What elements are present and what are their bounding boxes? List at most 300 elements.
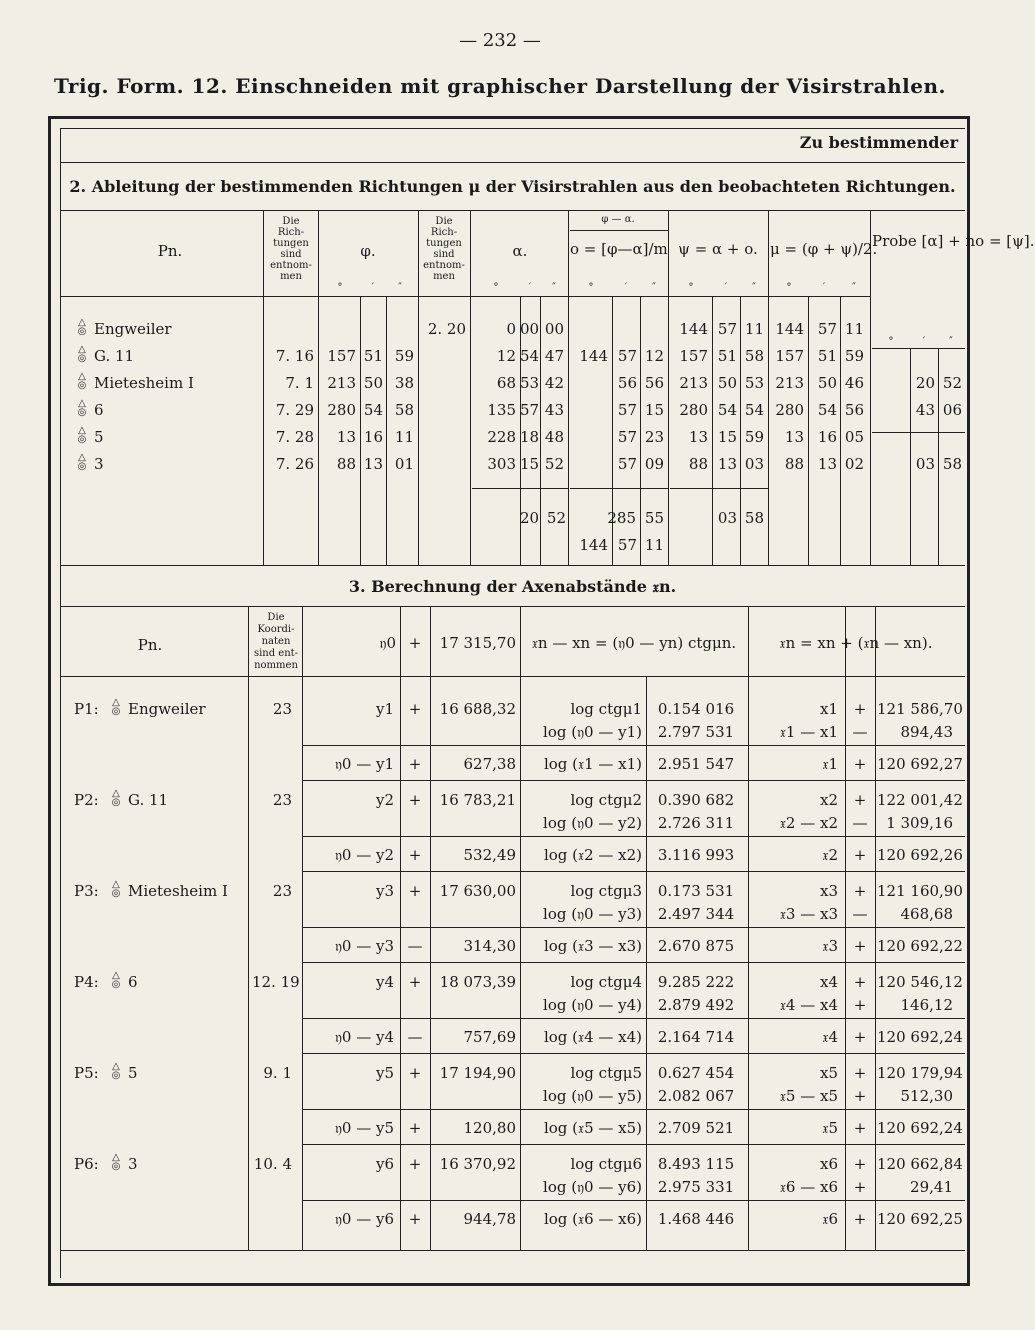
rule-line bbox=[60, 565, 965, 566]
log-ctg-value: 9.285 222 bbox=[657, 973, 735, 991]
log-diff-value: 2.879 492 bbox=[657, 996, 735, 1014]
section3-column-line bbox=[302, 606, 303, 1250]
result-sign: + bbox=[853, 1119, 867, 1137]
angle-minutes: 54 bbox=[717, 401, 737, 419]
trig-point-icon: △ ◎ bbox=[111, 697, 121, 717]
unit-minute: ′ bbox=[724, 282, 728, 293]
result-value: 120 692,22 bbox=[877, 937, 963, 955]
log-result-label: log (𝔵2 — x2) bbox=[543, 846, 642, 864]
log-result-value: 2.670 875 bbox=[657, 937, 735, 955]
diff-value: 314,30 bbox=[463, 937, 516, 955]
rule-line bbox=[60, 606, 965, 607]
result-sign: + bbox=[853, 1210, 867, 1228]
probe-unit-second: ″ bbox=[949, 336, 953, 347]
diff-label: 𝔶0 — y5 bbox=[334, 1119, 394, 1137]
log-ctg-value: 0.390 682 bbox=[657, 791, 735, 809]
angle-minutes: 00 bbox=[520, 320, 540, 338]
point-source: 23 bbox=[272, 791, 292, 809]
y-value: 17 630,00 bbox=[439, 882, 516, 900]
col-psi-label: ψ = α + o. bbox=[678, 240, 758, 258]
angle-minutes: 54 bbox=[520, 347, 540, 365]
rule-line bbox=[670, 488, 768, 489]
angle-degrees: 13 bbox=[688, 428, 708, 446]
angle-minutes: 54 bbox=[817, 401, 837, 419]
col-source2-label: entnom- bbox=[423, 260, 465, 271]
log-result-value: 3.116 993 bbox=[657, 846, 735, 864]
probe-value-sec: 58 bbox=[942, 455, 962, 473]
angle-minutes: 51 bbox=[717, 347, 737, 365]
angle-degrees: 280 bbox=[327, 401, 356, 419]
angle-degrees: 213 bbox=[327, 374, 356, 392]
trig-point-icon: △ ◎ bbox=[77, 452, 87, 472]
x-value: 121 160,90 bbox=[877, 882, 963, 900]
col-mu-label: μ = (φ + ψ)/2. bbox=[770, 240, 878, 258]
x-value: 122 001,42 bbox=[877, 791, 963, 809]
angle-degrees: 228 bbox=[487, 428, 516, 446]
angle-seconds: 09 bbox=[644, 455, 664, 473]
source-ref: 7. 1 bbox=[285, 374, 314, 392]
y-label: y1 bbox=[375, 700, 394, 718]
col-source-label: sind bbox=[280, 249, 302, 260]
diff-sign: + bbox=[408, 1210, 422, 1228]
section3-title: 3. Berechnung der Axenabstände 𝔵n. bbox=[348, 577, 677, 596]
log-ctg-label: log ctgμ5 bbox=[570, 1064, 642, 1082]
station-name: 5 bbox=[94, 428, 104, 446]
diff-sign: + bbox=[408, 755, 422, 773]
section3-column-line bbox=[430, 606, 431, 1250]
diff-sign: + bbox=[408, 846, 422, 864]
y-sign: + bbox=[408, 973, 422, 991]
log-ctg-label: log ctgμ4 bbox=[570, 973, 642, 991]
angle-seconds: 23 bbox=[644, 428, 664, 446]
x-sign: + bbox=[853, 700, 867, 718]
rule-line bbox=[302, 927, 965, 928]
unit-minute: ′ bbox=[528, 282, 532, 293]
angle-minutes: 51 bbox=[363, 347, 383, 365]
angle-seconds: 11 bbox=[844, 320, 864, 338]
source-ref: 7. 16 bbox=[275, 347, 314, 365]
col-source-label: Die bbox=[282, 216, 300, 227]
rule-line bbox=[302, 1144, 965, 1145]
result-value: 120 692,24 bbox=[877, 1119, 963, 1137]
angle-degrees: 144 bbox=[579, 347, 608, 365]
angle-seconds: 47 bbox=[544, 347, 564, 365]
angle-degrees: 144 bbox=[679, 320, 708, 338]
point-source: 9. 1 bbox=[263, 1064, 292, 1082]
point-name: Engweiler bbox=[128, 700, 206, 718]
point-source: 23 bbox=[272, 700, 292, 718]
angle-minutes: 57 bbox=[717, 320, 737, 338]
point-name: 5 bbox=[128, 1064, 138, 1082]
angle-minutes: 54 bbox=[363, 401, 383, 419]
result-sign: + bbox=[853, 755, 867, 773]
point-name: 3 bbox=[128, 1155, 138, 1173]
dx-value: 894,43 bbox=[900, 723, 953, 741]
angle-minutes: 13 bbox=[717, 455, 737, 473]
y-sign: + bbox=[408, 791, 422, 809]
angle-minutes: 16 bbox=[363, 428, 383, 446]
unit-second: ″ bbox=[652, 282, 656, 293]
x-label: x5 bbox=[819, 1064, 838, 1082]
angle-minutes: 57 bbox=[520, 401, 540, 419]
section2-title: 2. Ableitung der bestimmenden Richtungen μ der Visirstrahlen aus den beobachteten Richtungen. bbox=[69, 177, 956, 196]
section3-column-line bbox=[248, 606, 249, 1250]
result-sign: + bbox=[853, 937, 867, 955]
trig-point-icon: △ ◎ bbox=[77, 344, 87, 364]
diff-label: 𝔶0 — y2 bbox=[334, 846, 394, 864]
log-ctg-label: log ctgμ2 bbox=[570, 791, 642, 809]
log-ctg-value: 0.627 454 bbox=[657, 1064, 735, 1082]
rule-line bbox=[570, 488, 668, 489]
angle-degrees: 12 bbox=[496, 347, 516, 365]
angle-degrees: 157 bbox=[775, 347, 804, 365]
point-label: P3: bbox=[74, 882, 99, 900]
col-source-label: Rich- bbox=[277, 227, 305, 238]
angle-seconds: 52 bbox=[544, 455, 564, 473]
result-value: 120 692,27 bbox=[877, 755, 963, 773]
unit-degree: ° bbox=[786, 282, 792, 293]
diff-sign: — bbox=[407, 937, 423, 955]
col-source-label: entnom- bbox=[270, 260, 312, 271]
trig-point-icon: △ ◎ bbox=[111, 1152, 121, 1172]
angle-minutes: 53 bbox=[520, 374, 540, 392]
angle-degrees: 135 bbox=[487, 401, 516, 419]
log-result-value: 2.164 714 bbox=[657, 1028, 735, 1046]
source-ref: 7. 28 bbox=[275, 428, 314, 446]
sum-psi-minutes: 03 bbox=[717, 509, 737, 527]
diff-label: 𝔶0 — y4 bbox=[334, 1028, 394, 1046]
angle-seconds: 48 bbox=[544, 428, 564, 446]
y-value: 18 073,39 bbox=[439, 973, 516, 991]
angle-degrees: 303 bbox=[487, 455, 516, 473]
angle-seconds: 02 bbox=[844, 455, 864, 473]
angle-seconds: 46 bbox=[844, 374, 864, 392]
x-sign: + bbox=[853, 1155, 867, 1173]
rule-line bbox=[302, 745, 965, 746]
x-label: x1 bbox=[819, 700, 838, 718]
angle-degrees: 68 bbox=[496, 374, 516, 392]
rule-line bbox=[872, 348, 965, 349]
dx-sign: + bbox=[853, 996, 867, 1014]
rule-line bbox=[302, 1018, 965, 1019]
angle-seconds: 56 bbox=[844, 401, 864, 419]
angle-minutes: 16 bbox=[817, 428, 837, 446]
unit-second: ″ bbox=[752, 282, 756, 293]
y-sign: + bbox=[408, 1155, 422, 1173]
rule-line bbox=[302, 1109, 965, 1110]
result-label: 𝔵2 bbox=[822, 846, 838, 864]
point-name: G. 11 bbox=[128, 791, 169, 809]
log-diff-value: 2.497 344 bbox=[657, 905, 735, 923]
col-alpha-label: α. bbox=[512, 242, 528, 260]
probe-value-sec: 52 bbox=[942, 374, 962, 392]
section2-column-line bbox=[418, 210, 419, 565]
col3-y0-value: 17 315,70 bbox=[439, 634, 516, 652]
log-result-value: 1.468 446 bbox=[657, 1210, 735, 1228]
log-diff-value: 2.975 331 bbox=[657, 1178, 735, 1196]
trig-point-icon: △ ◎ bbox=[111, 970, 121, 990]
rule-line bbox=[872, 432, 965, 433]
col3-source-label: naten bbox=[261, 636, 291, 647]
point-name: Mietesheim I bbox=[128, 882, 228, 900]
col3-pn-label: Pn. bbox=[137, 636, 163, 654]
rule-line bbox=[302, 836, 965, 837]
angle-minutes: 56 bbox=[617, 374, 637, 392]
log-ctg-value: 0.154 016 bbox=[657, 700, 735, 718]
rule-line bbox=[60, 210, 965, 211]
col3-formula1: 𝔵n — xn = (𝔶0 — yn) ctgμn. bbox=[531, 634, 737, 652]
x-sign: + bbox=[853, 791, 867, 809]
col3-y0-sign: + bbox=[408, 634, 422, 652]
angle-degrees: 88 bbox=[688, 455, 708, 473]
trig-point-icon: △ ◎ bbox=[111, 788, 121, 808]
log-ctg-value: 0.173 531 bbox=[657, 882, 735, 900]
log-ctg-label: log ctgμ6 bbox=[570, 1155, 642, 1173]
x-label: x4 bbox=[819, 973, 838, 991]
unit-minute: ′ bbox=[624, 282, 628, 293]
angle-minutes: 18 bbox=[520, 428, 540, 446]
angle-seconds: 00 bbox=[544, 320, 564, 338]
y-label: y4 bbox=[375, 973, 394, 991]
source-ref: 7. 26 bbox=[275, 455, 314, 473]
angle-seconds: 53 bbox=[744, 374, 764, 392]
section3-column-line bbox=[875, 606, 876, 1250]
result-label: 𝔵1 bbox=[822, 755, 838, 773]
probe-value-min: 03 bbox=[915, 455, 935, 473]
dx-label: 𝔵5 — x5 bbox=[779, 1087, 838, 1105]
diff-value: 944,78 bbox=[463, 1210, 516, 1228]
angle-seconds: 43 bbox=[544, 401, 564, 419]
result-value: 120 692,24 bbox=[877, 1028, 963, 1046]
angle-degrees: 157 bbox=[679, 347, 708, 365]
col3-source-label: nommen bbox=[254, 660, 298, 671]
sum-alpha-minutes: 20 bbox=[520, 509, 540, 527]
col-o-label: o = [φ—α]/m bbox=[570, 240, 668, 258]
source-ref: 7. 29 bbox=[275, 401, 314, 419]
log-diff-label: log (𝔶0 — y3) bbox=[543, 905, 642, 923]
angle-degrees: 280 bbox=[679, 401, 708, 419]
angle-minutes: 15 bbox=[717, 428, 737, 446]
col-probe-label: Probe [α] + no = [ψ]. bbox=[872, 232, 1035, 250]
unit-second: ″ bbox=[552, 282, 556, 293]
col-source2-label: men bbox=[433, 271, 455, 282]
diff-sign: + bbox=[408, 1119, 422, 1137]
probe-value-min: 43 bbox=[915, 401, 935, 419]
probe-value-sec: 06 bbox=[942, 401, 962, 419]
angle-seconds: 38 bbox=[394, 374, 414, 392]
angle-degrees: 88 bbox=[336, 455, 356, 473]
log-diff-label: log (𝔶0 — y2) bbox=[543, 814, 642, 832]
unit-degree: ° bbox=[337, 282, 343, 293]
sum-o-minutes: 55 bbox=[644, 509, 664, 527]
angle-minutes: 57 bbox=[617, 347, 637, 365]
angle-seconds: 58 bbox=[394, 401, 414, 419]
probe-value-min: 20 bbox=[915, 374, 935, 392]
angle-minutes: 13 bbox=[817, 455, 837, 473]
header-right-label: Zu bestimmender bbox=[799, 133, 958, 152]
col3-formula2: 𝔵n = xn + (𝔵n — xn). bbox=[779, 634, 933, 652]
station-name: Engweiler bbox=[94, 320, 172, 338]
sum-o2-seconds: 11 bbox=[644, 536, 664, 554]
col-source-label: tungen bbox=[273, 238, 309, 249]
log-result-value: 2.709 521 bbox=[657, 1119, 735, 1137]
log-diff-label: log (𝔶0 — y5) bbox=[543, 1087, 642, 1105]
log-result-label: log (𝔵1 — x1) bbox=[543, 755, 642, 773]
y-label: y3 bbox=[375, 882, 394, 900]
col-source2-label: Rich- bbox=[430, 227, 458, 238]
x-label: x3 bbox=[819, 882, 838, 900]
section3-column-line bbox=[520, 606, 521, 1250]
angle-seconds: 01 bbox=[394, 455, 414, 473]
station-name: 6 bbox=[94, 401, 104, 419]
x-value: 121 586,70 bbox=[877, 700, 963, 718]
log-diff-value: 2.797 531 bbox=[657, 723, 735, 741]
diff-sign: — bbox=[407, 1028, 423, 1046]
rule-line bbox=[60, 162, 965, 163]
result-label: 𝔵4 bbox=[822, 1028, 838, 1046]
y-value: 16 688,32 bbox=[439, 700, 516, 718]
angle-seconds: 03 bbox=[744, 455, 764, 473]
dx-value: 29,41 bbox=[910, 1178, 953, 1196]
trig-point-icon: △ ◎ bbox=[111, 1061, 121, 1081]
angle-minutes: 57 bbox=[617, 428, 637, 446]
log-ctg-label: log ctgμ1 bbox=[570, 700, 642, 718]
sum-alpha-seconds: 52 bbox=[546, 509, 566, 527]
dx-label: 𝔵6 — x6 bbox=[779, 1178, 838, 1196]
sum-o2-minutes: 57 bbox=[617, 536, 637, 554]
section2-column-line bbox=[470, 210, 471, 565]
y-label: y5 bbox=[375, 1064, 394, 1082]
angle-seconds: 56 bbox=[644, 374, 664, 392]
diff-value: 627,38 bbox=[463, 755, 516, 773]
result-label: 𝔵5 bbox=[822, 1119, 838, 1137]
x-value: 120 546,12 bbox=[877, 973, 963, 991]
log-diff-label: log (𝔶0 — y4) bbox=[543, 996, 642, 1014]
col-source2-label: Die bbox=[435, 216, 453, 227]
col-o-top-label: φ — α. bbox=[601, 214, 635, 225]
point-label: P1: bbox=[74, 700, 99, 718]
col3-source-label: sind ent- bbox=[253, 648, 299, 659]
angle-seconds: 12 bbox=[644, 347, 664, 365]
sum-psi-seconds: 58 bbox=[744, 509, 764, 527]
angle-minutes: 50 bbox=[717, 374, 737, 392]
col-source2-label: sind bbox=[433, 249, 455, 260]
trig-point-icon: △ ◎ bbox=[77, 398, 87, 418]
angle-minutes: 57 bbox=[617, 401, 637, 419]
result-label: 𝔵6 bbox=[822, 1210, 838, 1228]
angle-seconds: 05 bbox=[844, 428, 864, 446]
dx-label: 𝔵4 — x4 bbox=[779, 996, 838, 1014]
angle-minutes: 50 bbox=[817, 374, 837, 392]
dx-value: 146,12 bbox=[900, 996, 953, 1014]
trig-point-icon: △ ◎ bbox=[77, 425, 87, 445]
unit-second: ″ bbox=[852, 282, 856, 293]
point-label: P2: bbox=[74, 791, 99, 809]
rule-line bbox=[302, 871, 965, 872]
section2-column-line bbox=[768, 210, 769, 565]
trig-point-icon: △ ◎ bbox=[111, 879, 121, 899]
angle-degrees: 13 bbox=[784, 428, 804, 446]
trig-point-icon: △ ◎ bbox=[77, 371, 87, 391]
result-sign: + bbox=[853, 846, 867, 864]
diff-label: 𝔶0 — y6 bbox=[334, 1210, 394, 1228]
section2-column-line bbox=[568, 210, 569, 565]
angle-degrees: 157 bbox=[327, 347, 356, 365]
log-diff-value: 2.082 067 bbox=[657, 1087, 735, 1105]
dx-value: 1 309,16 bbox=[886, 814, 953, 832]
x-value: 120 179,94 bbox=[877, 1064, 963, 1082]
page-number: — 232 — bbox=[459, 30, 541, 51]
dx-sign: + bbox=[853, 1178, 867, 1196]
rule-line bbox=[60, 1250, 965, 1251]
diff-value: 120,80 bbox=[463, 1119, 516, 1137]
angle-seconds: 59 bbox=[844, 347, 864, 365]
result-value: 120 692,26 bbox=[877, 846, 963, 864]
x-sign: + bbox=[853, 1064, 867, 1082]
angle-degrees: 13 bbox=[336, 428, 356, 446]
log-diff-label: log (𝔶0 — y6) bbox=[543, 1178, 642, 1196]
point-label: P6: bbox=[74, 1155, 99, 1173]
result-value: 120 692,25 bbox=[877, 1210, 963, 1228]
angle-seconds: 54 bbox=[744, 401, 764, 419]
section2-column-line bbox=[318, 210, 319, 565]
log-ctg-value: 8.493 115 bbox=[657, 1155, 735, 1173]
angle-minutes: 51 bbox=[817, 347, 837, 365]
rule-line bbox=[302, 780, 965, 781]
y-sign: + bbox=[408, 700, 422, 718]
unit-degree: ° bbox=[688, 282, 694, 293]
y-label: y6 bbox=[375, 1155, 394, 1173]
angle-degrees: 280 bbox=[775, 401, 804, 419]
unit-minute: ′ bbox=[371, 282, 375, 293]
x-label: x2 bbox=[819, 791, 838, 809]
col-source2-label: tungen bbox=[426, 238, 462, 249]
angle-minutes: 57 bbox=[617, 455, 637, 473]
station-name: G. 11 bbox=[94, 347, 135, 365]
point-label: P5: bbox=[74, 1064, 99, 1082]
section3-column-line bbox=[748, 606, 749, 1250]
angle-seconds: 59 bbox=[394, 347, 414, 365]
col3-source-label: Die bbox=[267, 612, 285, 623]
dx-sign: + bbox=[853, 1087, 867, 1105]
x-value: 120 662,84 bbox=[877, 1155, 963, 1173]
rule-line bbox=[60, 676, 965, 677]
angle-seconds: 59 bbox=[744, 428, 764, 446]
angle-degrees: 213 bbox=[775, 374, 804, 392]
dx-label: 𝔵1 — x1 bbox=[779, 723, 838, 741]
dx-sign: — bbox=[852, 814, 868, 832]
angle-minutes: 50 bbox=[363, 374, 383, 392]
angle-degrees: 88 bbox=[784, 455, 804, 473]
x-sign: + bbox=[853, 973, 867, 991]
station-name: Mietesheim I bbox=[94, 374, 194, 392]
angle-degrees: 213 bbox=[679, 374, 708, 392]
col-source-label: men bbox=[280, 271, 302, 282]
unit-second: ″ bbox=[398, 282, 402, 293]
log-result-value: 2.951 547 bbox=[657, 755, 735, 773]
point-source: 23 bbox=[272, 882, 292, 900]
unit-degree: ° bbox=[493, 282, 499, 293]
sum-o-degrees: 285 bbox=[607, 509, 636, 527]
col3-source-label: Koordi- bbox=[257, 624, 295, 635]
log-value-column-line bbox=[646, 676, 647, 1250]
angle-seconds: 15 bbox=[644, 401, 664, 419]
angle-minutes: 57 bbox=[817, 320, 837, 338]
sum-o2-degrees: 144 bbox=[579, 536, 608, 554]
dx-value: 468,68 bbox=[900, 905, 953, 923]
y-label: y2 bbox=[375, 791, 394, 809]
result-label: 𝔵3 bbox=[822, 937, 838, 955]
